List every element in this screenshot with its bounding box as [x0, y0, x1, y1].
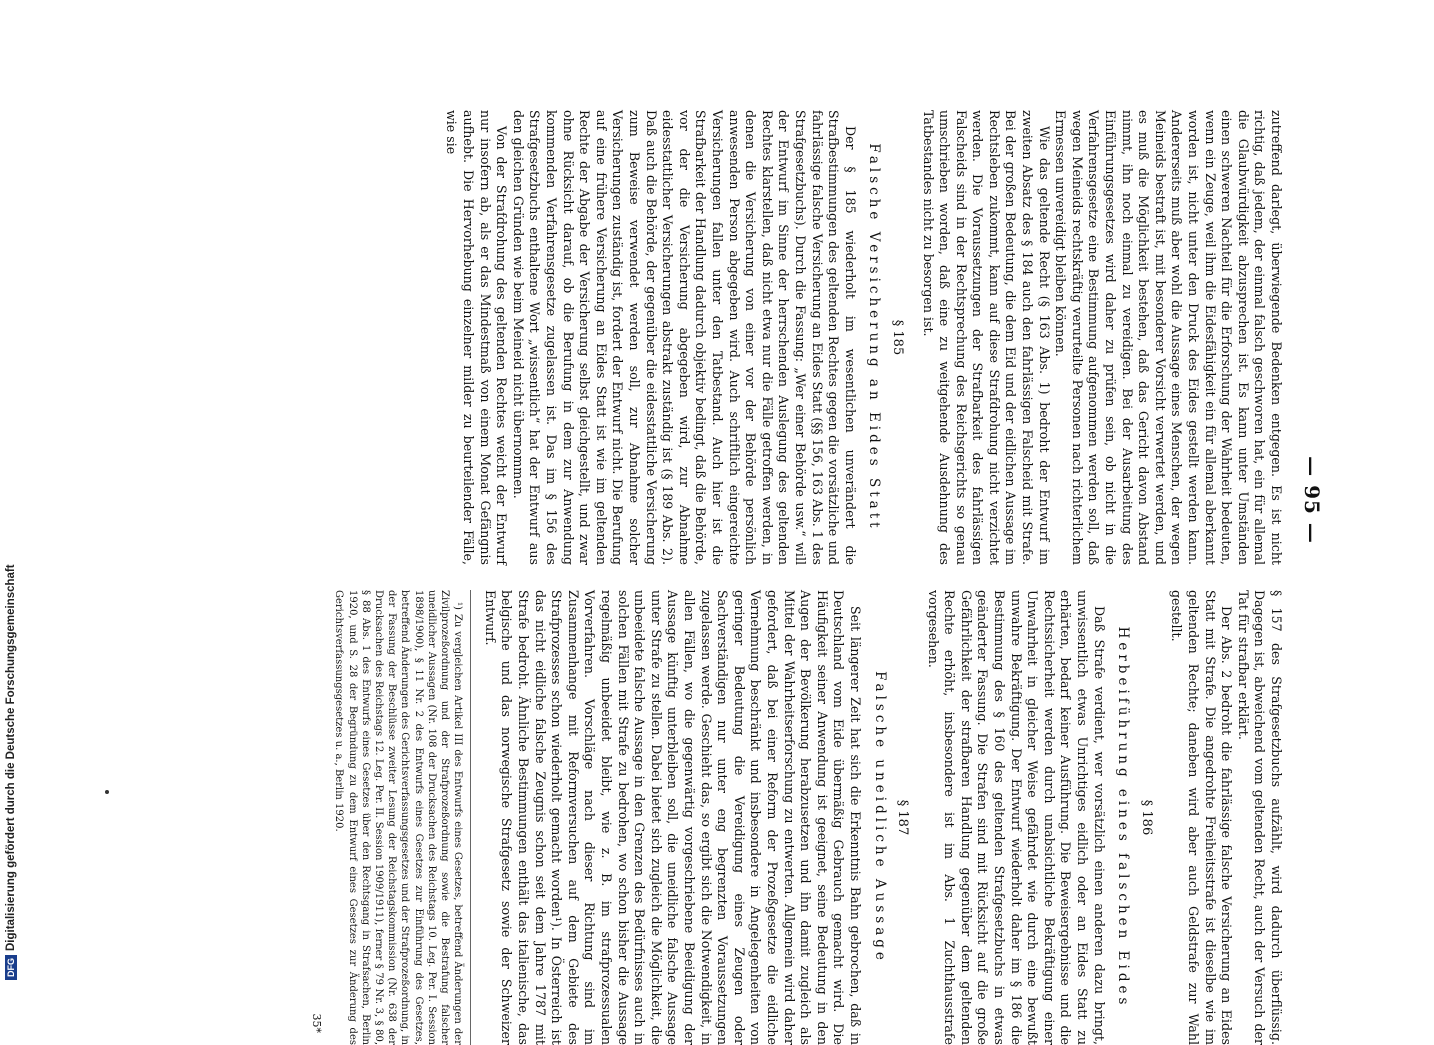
digitization-notice	[0, 0, 28, 1000]
dfg-logo-icon: DFG	[5, 955, 17, 980]
sheet-signature: 35*	[310, 1013, 324, 1033]
footnote: ¹) Zu vergleichen Artikel III des Entwurfs eines Gesetzes, betreffend Änderungen der Zivilprozeßordnung und der Strafprozeßordnung sowie die Bestrafung falscher uneidlicher Aussagen (Nr. 108 der Drucksachen des Reichstags 10. Leg. Per. I. Session 1898/1900), § 11 Nr. 2 des Entwurfs eines Gesetzes zur Einführung des Gesetzes, betreffend Änderungen des Gerichtsverfassungsgesetzes und der Strafprozeßordnung, in der Fassung der Beschlüsse zweiter Lesung der Reichstagskommission (Nr. 638 der Drucksachen des Reichstags 12. Leg. Per. II. Session 1909/1911), ferner § 79 Nr. 3, § 80, § 88 Abs. 1 des Entwurfs eines Gesetzes über den Rechtsgang in Strafsachen, Berlin 1920, und S. 28 der Begründung zu dem Entwurf eines Gesetzes zur Änderung des Gerichtsverfassungsgesetzes u. a., Berlin 1920.	[333, 590, 464, 1045]
paragraph: Der Abs. 2 bedroht die fahrlässige falsche Versicherung an Eides Statt mit Strafe. Die angedrohte Freiheitsstrafe ist dieselbe wie im geltenden Rechte; daneben wird aber auch Geldstrafe zur Wahl gestellt.	[1169, 590, 1235, 1045]
section-number: § 187	[895, 799, 911, 836]
paragraph: Von der Strafdrohung des geltenden Rechtes weicht der Entwurf nur insofern ab, als er das Mindestmaß von einem Monat Gefängnis aufhebt. Die Hervorhebung einzelner milder zu beurteilender Fälle, wie sie	[444, 110, 510, 565]
footnote-block	[332, 590, 471, 1045]
scan-speck	[105, 790, 109, 794]
section-heading: Herbeiführung eines falschen Eides	[1115, 626, 1132, 1009]
paragraph: Der § 185 wiederholt im wesentlichen unverändert die Strafbestimmungen des geltenden Rechtes gegen die vorsätzliche und fahrlässige falsche Versicherung an Eides Statt (§§ 156, 163 Abs. 1 des Strafgesetzbuchs). Durch die Fassung: „Wer einer Behörde usw.“ will der Entwurf im Sinne der herrschenden Auslegung des geltenden Rechtes klarstellen, daß nicht etwa nur die Fälle getroffen werden, in denen die Versicherung von einer vor der Behörde persönlich anwesenden Person abgegeben wird. Auch schriftlich eingereichte Versicherungen fallen unter den Tatbestand. Auch hier ist die Strafbarkeit der Handlung dadurch objektiv bedingt, daß die Behörde, vor der die Versicherung abgegeben wird, zur Abnahme eidesstattlicher Versicherungen abstrakt zuständig ist (§ 189 Abs. 2). Daß auch die Behörde, der gegenüber die eidesstattliche Versicherung zum Beweise verwendet werden soll, zur Abnahme solcher Versicherungen zuständig ist, fordert der Entwurf nicht. Die Berufung auf eine frühere Versicherung an Eides Statt ist wie im geltenden Rechte der Abgabe der Versicherung selbst gleichgestellt, und zwar ohne Rücksicht darauf, ob die Berufung in dem zur Anwendung kommenden Verfahrensgesetze zugelassen ist. Das im § 156 des Strafgesetzbuchs enthaltene Wort „wissentlich“ hat der Entwurf aus den gleichen Gründen wie beim Meineid nicht übernommen.	[510, 110, 858, 565]
right-column	[308, 590, 1284, 1045]
section-number: § 185	[889, 319, 905, 356]
paragraph: zutreffend darlegt, überwiegende Bedenken entgegen. Es ist nicht richtig, daß jedem, der einmal falsch geschworen hat, ein für allemal die Glaubwürdigkeit abzusprechen ist. Es kann unter Umständen einen schweren Nachteil für die Erforschung der Wahrheit bedeuten, wenn ein Zeuge, weil ihm die Eidesfähigkeit ein für allemal aberkannt worden ist, nicht unter den Druck des Eides gestellt werden kann. Andererseits muß aber wohl die Aussage eines Menschen, der wegen Meineids bestraft ist, mit besonderer Vorsicht verwertet werden, und es muß die Möglichkeit bestehen, daß das Gericht davon Abstand nimmt, ihn noch einmal zu vereidigen. Bei der Ausarbeitung des Einführungsgesetzes wird daher zu prüfen sein, ob nicht in die Verfahrensgesetze eine Bestimmung aufgenommen werden soll, daß wegen Meineids rechtskräftig verurteilte Personen nach richterlichem Ermessen unvereidigt bleiben können.	[1053, 110, 1284, 565]
paragraph: Wie das geltende Recht (§ 163 Abs. 1) bedroht der Entwurf im zweiten Absatz des § 184 auch den fahrlässigen Falscheid mit Strafe. Bei der großen Bedeutung, die dem Eid und der eidlichen Aussage im Rechtsleben zukommt, kann auf diese Strafdrohung nicht verzichtet werden. Die Voraussetzungen der Strafbarkeit des fahrlässigen Falscheids sind in der Rechtsprechung des Reichsgerichts so genau umschrieben worden, daß eine zu weitgehende Ausdehnung des Tatbestandes nicht zu besorgen ist.	[920, 110, 1052, 565]
section-heading: Falsche uneidliche Aussage	[871, 671, 888, 964]
digitization-notice-label: Digitalisierung gefördert durch die Deutsche Forschungsgemeinschaft	[5, 564, 17, 951]
paragraph: § 157 des Strafgesetzbuchs aufzählt, wird dadurch überflüssig. Dagegen ist, abweichend vom geltenden Recht, auch der Versuch der Tat für strafbar erklärt.	[1235, 590, 1284, 1045]
section-number: § 186	[1138, 799, 1154, 836]
page-number: — 95 —	[1300, 456, 1324, 544]
digitization-notice-text	[5, 0, 17, 980]
paragraph: Seit längerer Zeit hat sich die Erkenntnis Bahn gebrochen, daß in Deutschland vom Eide übermäßig Gebrauch gemacht wird. Die Häufigkeit seiner Anwendung ist geeignet, seine Bedeutung in den Augen der Bevölkerung herabzusetzen und ihn damit zugleich als Mittel der Wahrheitserforschung zu entwerten. Allgemein wird daher gefordert, daß bei einer Reform der Prozeßgesetze die eidliche Vernehmung beschränkt und insbesondere in Angelegenheiten von geringer Bedeutung die Vereidigung eines Zeugen oder Sachverständigen nur unter eng begrenzten Voraussetzungen zugelassen werde. Geschieht das, so ergibt sich die Notwendigkeit, in allen Fällen, wo die gegenwärtig vorgeschriebene Beeidigung der Aussage künftig unterbleiben soll, die uneidliche falsche Aussage unter Strafe zu stellen. Dabei bietet sich zugleich die Möglichkeit, die unbeeidete falsche Aussage in den Grenzen des Bedürfnisses auch in solchen Fällen mit Strafe zu bedrohen, wo schon bisher die Aussage regelmäßig unbeeidet bleibt, wie z. B. im strafprozessualen Vorverfahren. Vorschläge nach dieser Richtung sind im Zusammenhange mit Reformversuchen auf dem Gebiete des Strafprozesses schon wiederholt gemacht worden¹). In Österreich ist das nicht eidliche falsche Zeugnis schon seit dem Jahre 1787 mit Strafe bedroht. Ähnliche Bestimmungen enthält das italienische, das belgische und das norwegische Strafgesetz sowie der Schweizer Entwurf.	[482, 590, 863, 1045]
left-column	[443, 110, 1284, 565]
paragraph: Daß Strafe verdient, wer vorsätzlich einen anderen dazu bringt, unwissentlich etwas Unrichtiges eidlich oder an Eides Statt zu erhärten, bedarf keiner Ausführung. Die Beweisergebnisse und die Rechtssicherheit werden durch unabsichtliche Bekräftigung einer Unwahrheit in gleicher Weise gefährdet wie durch eine bewußt unwahre Bekräftigung. Der Entwurf wiederholt daher im § 186 die Bestimmung des § 160 des geltenden Strafgesetzbuchs in etwas geänderter Fassung. Die Strafen sind mit Rücksicht auf die große Gefährlichkeit der strafbaren Handlung gegenüber dem geltenden Rechte erhöht, insbesondere ist im Abs. 1 Zuchthausstrafe vorgesehen.	[925, 590, 1107, 1045]
section-heading: Falsche Versicherung an Eides Statt	[866, 143, 883, 532]
